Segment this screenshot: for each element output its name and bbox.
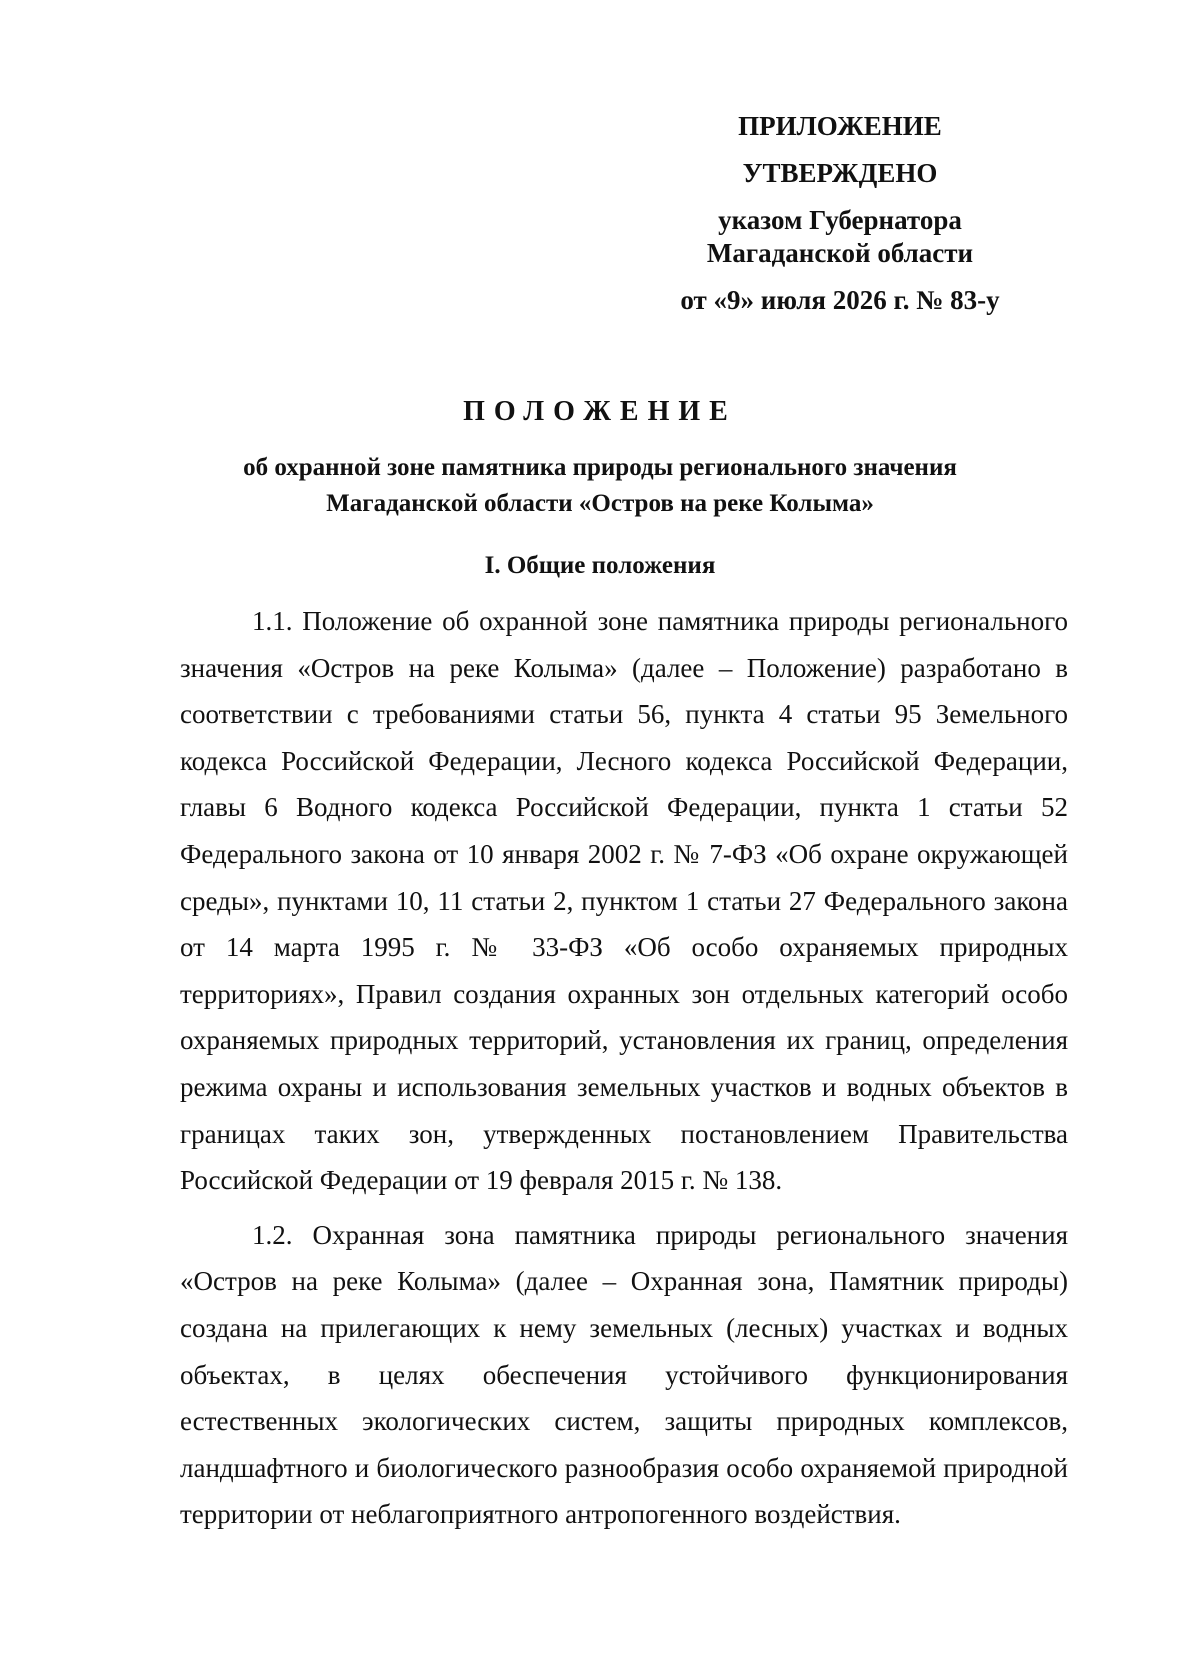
annex-label: ПРИЛОЖЕНИЕ bbox=[738, 111, 942, 141]
paragraph-1-1: 1.1. Положение об охранной зоне памятника природы регионального значения «Остров на реке Колыма» (далее – Положение) разработано в соответствии с требованиями статьи 56, пункта 4 статьи 95 Земельного кодекса Российской Федерации, Лесного кодекса Российской Федерации, главы 6 Водного кодекса Российской Федерации, пункта 1 статьи 52 Федерального закона от 10 января 2002 г. № 7-ФЗ «Об охране окружающей среды», пунктами 10, 11 статьи 2, пунктом 1 статьи 27 Федерального закона от 14 марта 1995 г. № 33-ФЗ «Об особо охраняемых природных территориях», Правил создания охранных зон отдельных категорий особо охраняемых природных территорий, установления их границ, определения режима охраны и использования земельных участков и водных объектов в границах таких зон, утвержденных постановлением Правительства Российской Федерации от 19 февраля 2015 г. № 138. bbox=[180, 606, 1068, 1196]
approved-by-line-2: Магаданской области bbox=[706, 238, 974, 268]
document-subtitle: об охранной зоне памятника природы регионального значения Магаданской области «Остров на реке Колыма» bbox=[243, 454, 957, 517]
decree-date-number: от «9» июля 2026 г. № 83-у bbox=[680, 285, 1000, 315]
section-heading: I. Общие положения bbox=[484, 552, 716, 579]
section-body bbox=[180, 598, 1068, 1538]
approved-by-line-1: указом Губернатора bbox=[718, 205, 962, 235]
document-title: ПОЛОЖЕНИЕ bbox=[463, 396, 737, 427]
paragraph-1-2: 1.2. Охранная зона памятника природы регионального значения «Остров на реке Колыма» (далее – Охранная зона, Памятник природы) создана на прилегающих к нему земельных (лесных) участках и водных объектах, в целях обеспечения устойчивого функционирования естественных экологических систем, защиты природных комплексов, ландшафтного и биологического разнообразия особо охраняемой природной территории от неблагоприятного антропогенного воздействия. bbox=[180, 1219, 1068, 1530]
approved-label: УТВЕРЖДЕНО bbox=[742, 158, 938, 188]
approval-block bbox=[640, 110, 1040, 317]
